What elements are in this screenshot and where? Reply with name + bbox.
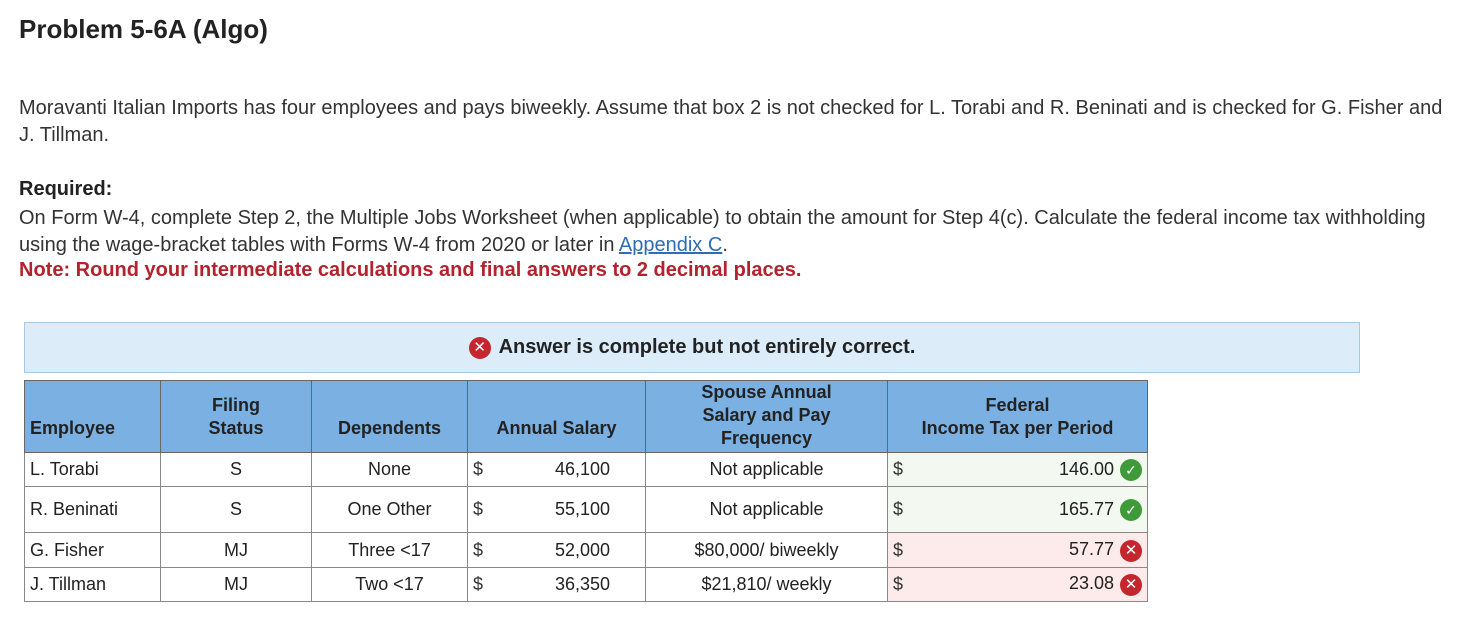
x-icon: ✕ [469, 337, 491, 359]
spouse-salary-cell: $80,000/ biweekly [646, 533, 888, 568]
table-row [25, 568, 1148, 602]
answer-table [24, 380, 1148, 602]
spouse-salary-cell: Not applicable [646, 453, 888, 487]
employee-cell: R. Beninati [25, 487, 161, 533]
federal-tax-cell[interactable]: $ 57.77 ✕ [888, 533, 1148, 568]
federal-tax-value: 146.00 [1058, 458, 1114, 479]
federal-tax-value: 57.77 [1068, 538, 1114, 559]
employee-cell: L. Torabi [25, 453, 161, 487]
federal-tax-cell[interactable]: $ 146.00 ✓ [888, 453, 1148, 487]
check-icon: ✓ [1120, 459, 1142, 481]
filing-status-cell: MJ [161, 533, 312, 568]
employee-cell: G. Fisher [25, 533, 161, 568]
filing-status-cell: S [161, 487, 312, 533]
spouse-salary-cell: Not applicable [646, 487, 888, 533]
col-federal-tax: Federal Income Tax per Period [888, 381, 1148, 453]
salary-cell: $ 46,100 [468, 453, 646, 487]
required-text [19, 205, 1449, 259]
table-header-row [25, 381, 1148, 453]
salary-value: 52,000 [554, 539, 610, 560]
spouse-salary-cell: $21,810/ weekly [646, 568, 888, 602]
salary-value: 46,100 [554, 459, 610, 479]
dependents-cell: None [312, 453, 468, 487]
check-icon: ✓ [1120, 499, 1142, 521]
filing-status-cell: S [161, 453, 312, 487]
salary-cell: $ 36,350 [468, 568, 646, 602]
col-annual-salary: Annual Salary [468, 381, 646, 453]
federal-tax-cell[interactable]: $ 23.08 ✕ [888, 568, 1148, 602]
salary-cell: $ 52,000 [468, 533, 646, 568]
answer-status-banner [24, 322, 1360, 373]
rounding-note: Note: Round your intermediate calculations and final answers to 2 decimal places. [19, 259, 802, 281]
banner-text: Answer is complete but not entirely correct. [498, 336, 916, 358]
federal-tax-value: 165.77 [1058, 498, 1114, 519]
salary-value: 36,350 [554, 574, 610, 594]
filing-status-cell: MJ [161, 568, 312, 602]
x-icon: ✕ [1120, 574, 1142, 596]
table-row [25, 533, 1148, 568]
problem-title: Problem 5-6A (Algo) [19, 14, 268, 44]
employee-cell: J. Tillman [25, 568, 161, 602]
appendix-c-link[interactable]: Appendix C [618, 234, 723, 256]
dependents-cell: One Other [312, 487, 468, 533]
col-employee: Employee [25, 381, 161, 453]
x-icon: ✕ [1120, 540, 1142, 562]
salary-cell: $ 55,100 [468, 487, 646, 533]
col-filing-status: Filing Status [161, 381, 312, 453]
required-text-part1: On Form W-4, complete Step 2, the Multiple Jobs Worksheet (when applicable) to obtain the amount for Step 4(c). Calculate the federal income tax withholding using the wage-bracket tables with Forms W-4 from 2020 or later in [19, 207, 1426, 256]
table-row [25, 487, 1148, 533]
problem-intro: Moravanti Italian Imports has four employees and pays biweekly. Assume that box 2 is not checked for L. Torabi and R. Beninati and is checked for G. Fisher and J. Tillman. [19, 97, 1443, 146]
federal-tax-cell[interactable]: $ 165.77 ✓ [888, 487, 1148, 533]
salary-value: 55,100 [554, 499, 610, 519]
required-label: Required: [19, 178, 113, 200]
table-row [25, 453, 1148, 487]
col-spouse-salary: Spouse Annual Salary and Pay Frequency [646, 381, 888, 453]
required-text-part2: . [722, 234, 728, 256]
dependents-cell: Two <17 [312, 568, 468, 602]
federal-tax-value: 23.08 [1068, 573, 1114, 593]
dependents-cell: Three <17 [312, 533, 468, 568]
col-dependents: Dependents [312, 381, 468, 453]
